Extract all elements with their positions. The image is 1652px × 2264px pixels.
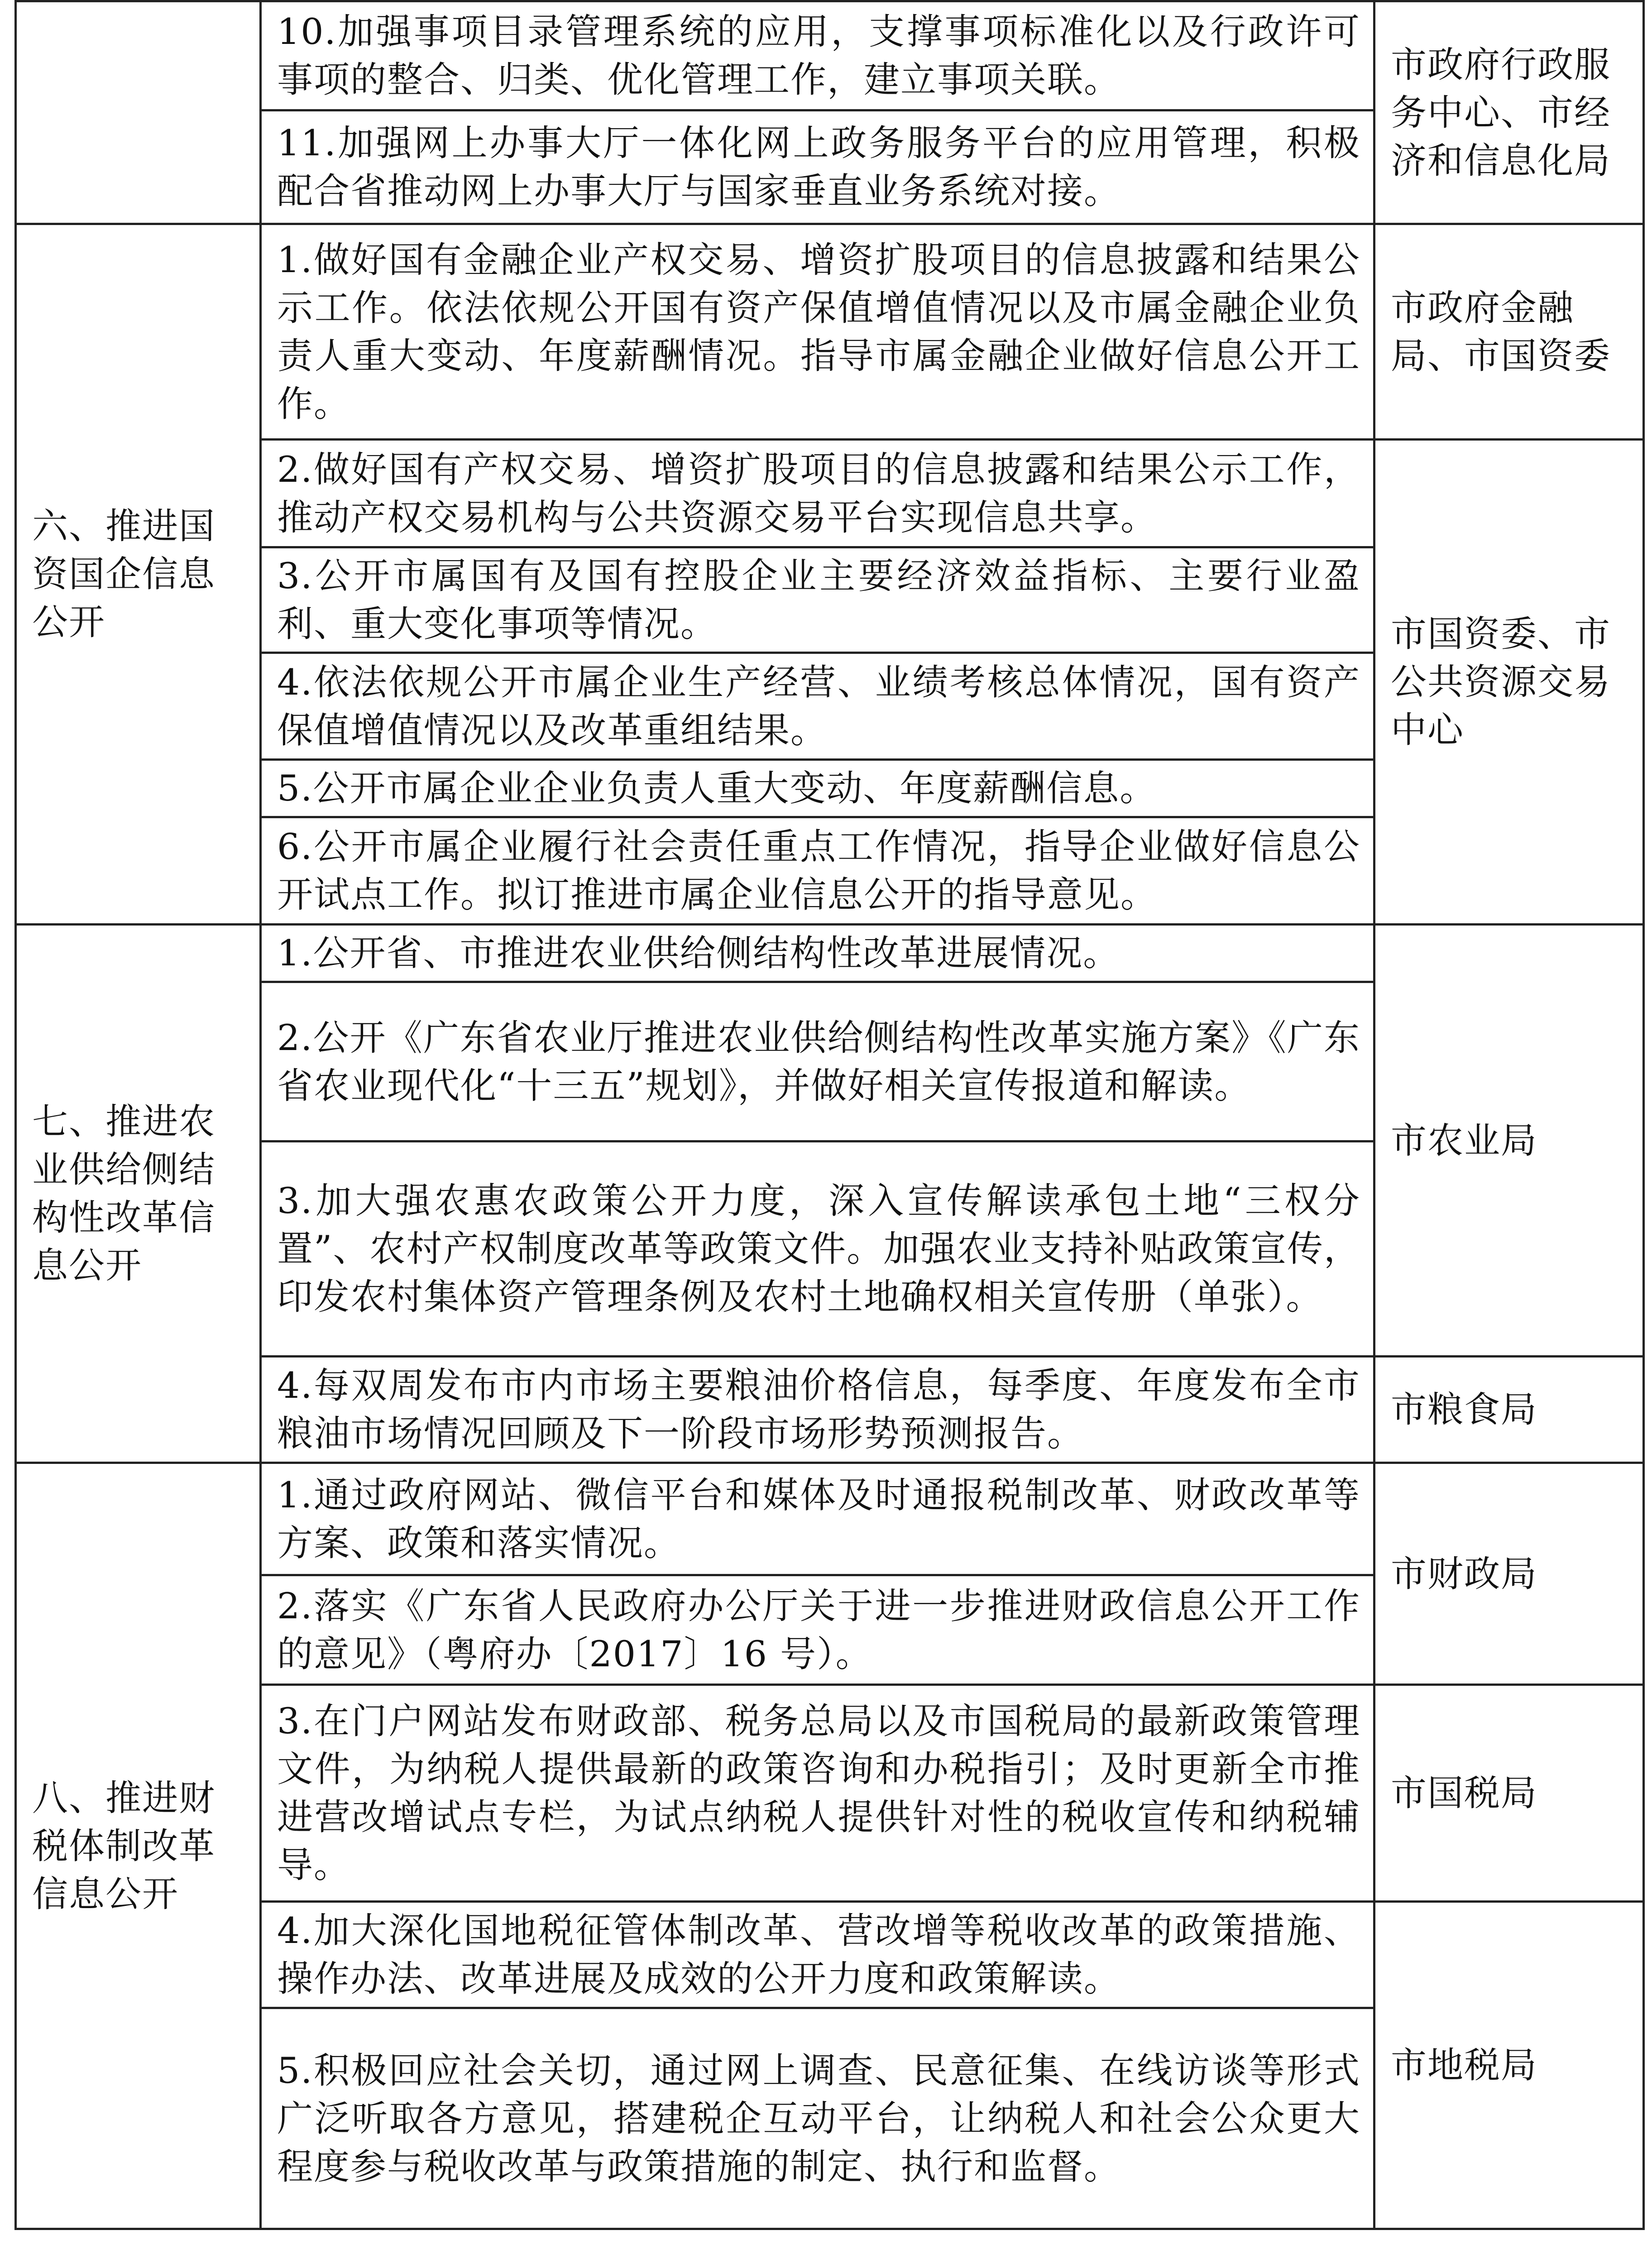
task-cell [261,653,1374,760]
task-text: 4.依法依规公开市属企业生产经营、业绩考核总体情况，国有资产保值增值情况以及改革重组结果。 [277,661,1360,751]
department-cell [1374,440,1644,925]
department-text: 市政府行政服务中心、市经济和信息化局 [1391,43,1611,182]
task-cell [261,440,1374,547]
category-cell [16,925,261,1463]
task-cell [261,925,1374,982]
task-text: 10.加强事项目录管理系统的应用，支撑事项标准化以及行政许可事项的整合、归类、优化管理工作，建立事项关联。 [277,11,1360,101]
task-text: 4.加大深化国地税征管体制改革、营改增等税收改革的政策措施、操作办法、改革进展及成效的公开力度和政策解读。 [277,1910,1360,2000]
task-cell [261,760,1374,817]
task-cell [261,110,1374,224]
department-cell [1374,1,1644,224]
task-text: 2.做好国有产权交易、增资扩股项目的信息披露和结果公示工作，推动产权交易机构与公共资源交易平台实现信息共享。 [277,448,1360,538]
category-cell [16,1463,261,2229]
task-cell [261,1357,1374,1463]
category-label: 六、推进国资国企信息公开 [32,505,215,643]
table-row [16,1463,1644,1575]
department-cell [1374,1463,1644,1685]
task-text: 3.公开市属国有及国有控股企业主要经济效益指标、主要行业盈利、重大变化事项等情况。 [277,555,1360,645]
task-cell [261,1,1374,110]
task-cell [261,982,1374,1142]
task-text: 1.通过政府网站、微信平台和媒体及时通报税制改革、财政改革等方案、政策和落实情况。 [277,1474,1360,1564]
department-text: 市国税局 [1391,1772,1537,1814]
department-text: 市国资委、市公共资源交易中心 [1391,613,1611,751]
task-cell [261,2008,1374,2229]
task-text: 3.在门户网站发布财政部、税务总局以及市国税局的最新政策管理文件，为纳税人提供最新的政策咨询和办税指引；及时更新全市推进营改增试点专栏，为试点纳税人提供针对性的税收宣传和纳税辅导。 [277,1700,1360,1886]
department-text: 市财政局 [1391,1553,1537,1595]
department-text: 市政府金融局、市国资委 [1391,287,1611,377]
task-cell [261,1575,1374,1685]
task-cell [261,224,1374,440]
task-cell [261,1142,1374,1357]
task-text: 2.落实《广东省人民政府办公厅关于进一步推进财政信息公开工作的意见》（粤府办〔2017〕16 号）。 [277,1585,1360,1675]
department-text: 市地税局 [1391,2044,1537,2086]
task-text: 6.公开市属企业履行社会责任重点工作情况，指导企业做好信息公开试点工作。拟订推进市属企业信息公开的指导意见。 [277,826,1360,916]
table-row [16,1,1644,110]
task-cell [261,1463,1374,1575]
category-cell [16,224,261,925]
task-text: 3.加大强农惠农政策公开力度，深入宣传解读承包土地“三权分置”、农村产权制度改革等政策文件。加强农业支持补贴政策宣传，印发农村集体资产管理条例及农村土地确权相关宣传册（单张）。 [277,1180,1360,1318]
task-cell [261,1902,1374,2008]
table-row [16,925,1644,982]
department-cell [1374,925,1644,1357]
task-text: 11.加强网上办事大厅一体化网上政务服务平台的应用管理，积极配合省推动网上办事大厅与国家垂直业务系统对接。 [277,122,1360,212]
task-cell [261,547,1374,653]
task-text: 1.做好国有金融企业产权交易、增资扩股项目的信息披露和结果公示工作。依法依规公开国有资产保值增值情况以及市属金融企业负责人重大变动、年度薪酬情况。指导市属金融企业做好信息公开工作。 [277,239,1360,425]
task-text: 5.积极回应社会关切，通过网上调查、民意征集、在线访谈等形式广泛听取各方意见，搭建税企互动平台，让纳税人和社会公众更大程度参与税收改革与政策措施的制定、执行和监督。 [277,2049,1360,2187]
category-label: 八、推进财税体制改革信息公开 [32,1777,215,1915]
department-cell [1374,1357,1644,1463]
department-text: 市粮食局 [1391,1389,1537,1430]
task-text: 5.公开市属企业企业负责人重大变动、年度薪酬信息。 [277,767,1157,809]
department-cell [1374,1902,1644,2229]
task-cell [261,1685,1374,1902]
task-text: 1.公开省、市推进农业供给侧结构性改革进展情况。 [277,932,1120,974]
policy-task-table [14,0,1645,2230]
task-text: 2.公开《广东省农业厅推进农业供给侧结构性改革实施方案》《广东省农业现代化“十三五”规划》，并做好相关宣传报道和解读。 [277,1017,1360,1107]
category-cell [16,1,261,224]
department-cell [1374,224,1644,440]
task-cell [261,817,1374,925]
table-row [16,224,1644,440]
category-label: 七、推进农业供给侧结构性改革信息公开 [32,1101,215,1286]
department-cell [1374,1685,1644,1902]
department-text: 市农业局 [1391,1119,1537,1161]
task-text: 4.每双周发布市内市场主要粮油价格信息，每季度、年度发布全市粮油市场情况回顾及下一阶段市场形势预测报告。 [277,1365,1360,1454]
